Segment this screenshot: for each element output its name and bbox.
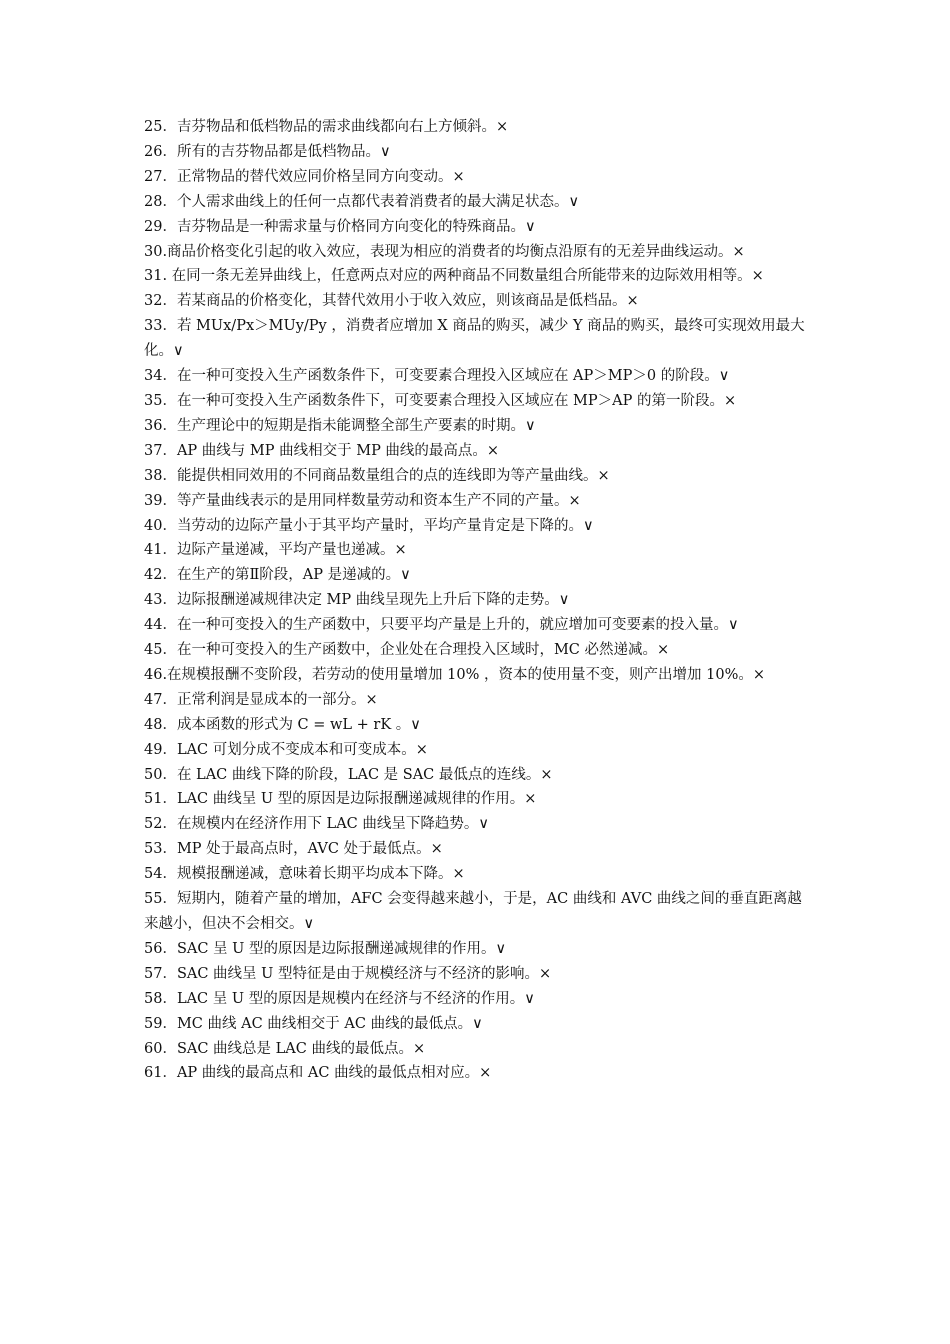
question-item: 53．MP 处于最高点时，AVC 处于最低点。× <box>144 841 443 858</box>
question-item: 31. 在同一条无差异曲线上，任意两点对应的两种商品不同数量组合所能带来的边际效用相等。× <box>144 268 764 285</box>
question-item: 52．在规模内在经济作用下 LAC 曲线呈下降趋势。∨ <box>144 816 489 833</box>
question-item: 61．AP 曲线的最高点和 AC 曲线的最低点相对应。× <box>144 1065 492 1082</box>
question-item: 25．吉芬物品和低档物品的需求曲线都向右上方倾斜。× <box>144 119 509 135</box>
question-item: 59．MC 曲线 AC 曲线相交于 AC 曲线的最低点。∨ <box>144 1015 483 1032</box>
question-item: 42．在生产的第Ⅱ阶段，AP 是递减的。∨ <box>144 567 411 584</box>
question-item: 56．SAC 呈 U 型的原因是边际报酬递减规律的作用。∨ <box>144 940 507 957</box>
question-item: 39．等产量曲线表示的是用同样数量劳动和资本生产不同的产量。× <box>144 492 581 509</box>
question-item: 37．AP 曲线与 MP 曲线相交于 MP 曲线的最高点。× <box>144 442 500 459</box>
question-item: 32．若某商品的价格变化，其替代效用小于收入效应，则该商品是低档品。× <box>144 293 639 310</box>
question-item: 43．边际报酬递减规律决定 MP 曲线呈现先上升后下降的走势。∨ <box>144 592 570 609</box>
question-item: 50．在 LAC 曲线下降的阶段，LAC 是 SAC 最低点的连线。× <box>144 766 553 783</box>
question-item: 28．个人需求曲线上的任何一点都代表着消费者的最大满足状态。∨ <box>144 193 580 210</box>
question-item: 26．所有的吉芬物品都是低档物品。∨ <box>144 143 391 160</box>
question-item: 48．成本函数的形式为 C = wL + rK 。∨ <box>144 716 421 733</box>
question-item: 45．在一种可变投入的生产函数中，企业处在合理投入区域时，MC 必然递减。× <box>144 642 670 659</box>
question-item: 27．正常物品的替代效应同价格呈同方向变动。× <box>144 168 465 185</box>
question-item: 46.在规模报酬不变阶段，若劳动的使用量增加 10% ，资本的使用量不变，则产出增加 10%。× <box>144 666 765 683</box>
question-item: 41．边际产量递减，平均产量也递减。× <box>144 542 407 559</box>
question-item: 30.商品价格变化引起的收入效应，表现为相应的消费者的均衡点沿原有的无差异曲线运动。× <box>144 243 745 260</box>
question-item: 36．生产理论中的短期是指未能调整全部生产要素的时期。∨ <box>144 417 536 434</box>
question-item: 49．LAC 可划分成不变成本和可变成本。× <box>144 741 428 758</box>
question-item: 40．当劳动的边际产量小于其平均产量时，平均产量肯定是下降的。∨ <box>144 517 594 534</box>
question-item: 51．LAC 曲线呈 U 型的原因是边际报酬递减规律的作用。× <box>144 791 537 808</box>
question-item: 38．能提供相同效用的不同商品数量组合的点的连线即为等产量曲线。× <box>144 467 610 484</box>
question-item: 35．在一种可变投入生产函数条件下，可变要素合理投入区域应在 MP＞AP 的第一阶段。× <box>144 392 737 409</box>
question-item: 55．短期内，随着产量的增加，AFC 会变得越来越小，于是，AC 曲线和 AVC 曲线之间的垂直距离越来越小，但决不会相交。∨ <box>144 891 802 932</box>
question-item: 33．若 MUx/Px＞MUy/Py ，消费者应增加 X 商品的购买，减少 Y 商品的购买，最终可实现效用最大化。∨ <box>144 318 805 360</box>
question-list <box>144 115 812 1086</box>
question-item: 54．规模报酬递减，意味着长期平均成本下降。× <box>144 866 465 883</box>
question-item: 60．SAC 曲线总是 LAC 曲线的最低点。× <box>144 1040 426 1057</box>
question-item: 44．在一种可变投入的生产函数中，只要平均产量是上升的，就应增加可变要素的投入量。∨ <box>144 617 739 634</box>
question-item: 34．在一种可变投入生产函数条件下，可变要素合理投入区域应在 AP＞MP＞0 的阶段。∨ <box>144 368 730 385</box>
question-item: 29．吉芬物品是一种需求量与价格同方向变化的特殊商品。∨ <box>144 218 536 235</box>
question-item: 47．正常利润是显成本的一部分。× <box>144 691 378 708</box>
question-item: 58．LAC 呈 U 型的原因是规模内在经济与不经济的作用。∨ <box>144 990 535 1007</box>
question-item: 57．SAC 曲线呈 U 型特征是由于规模经济与不经济的影响。× <box>144 965 552 982</box>
